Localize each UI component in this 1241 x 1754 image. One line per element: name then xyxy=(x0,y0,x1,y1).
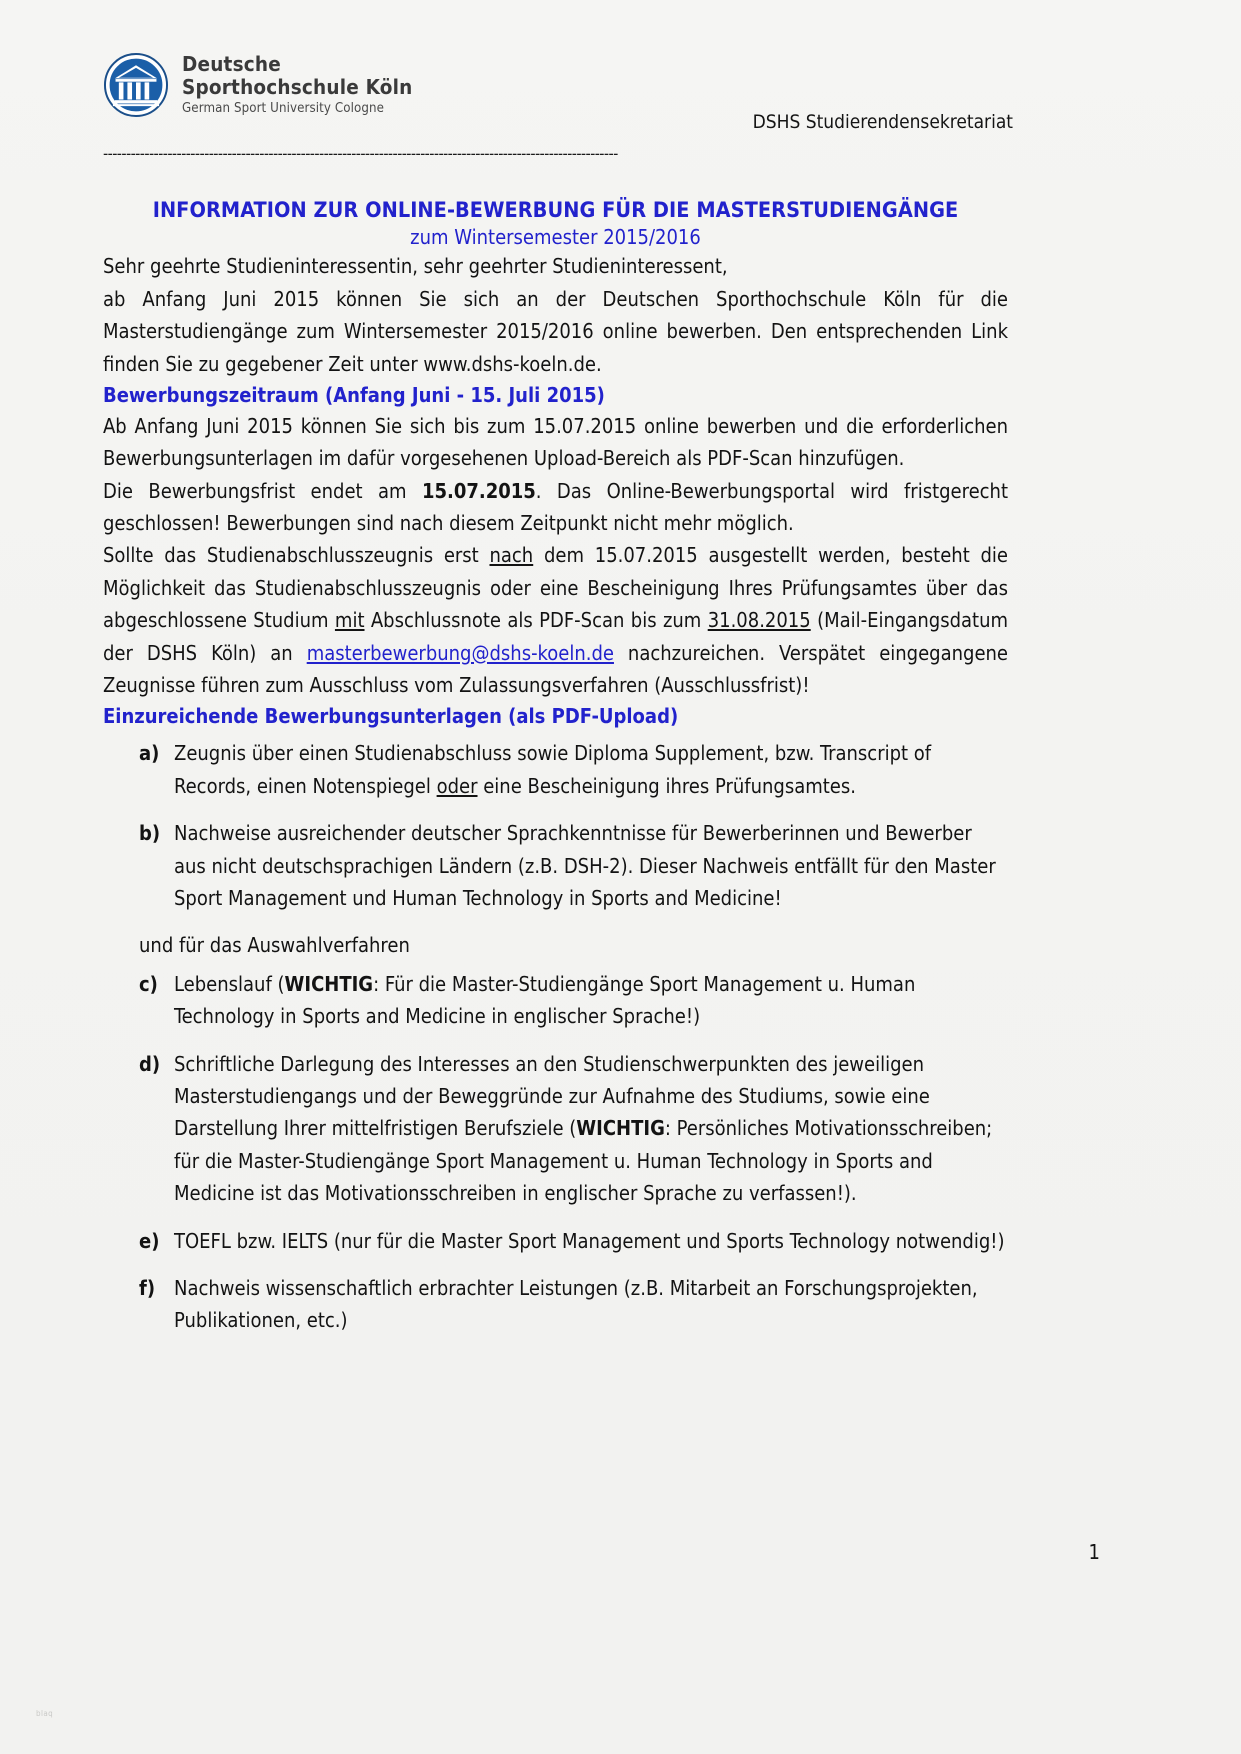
item-d-important: WICHTIG xyxy=(576,1116,665,1141)
logo-wordmark xyxy=(182,54,412,115)
department-label: DSHS Studierendensekretariat xyxy=(752,111,1013,133)
list-item xyxy=(103,737,1008,802)
p3-seg-4: (Mail-Eingangsdatum der DSHS Köln) an xyxy=(103,608,1009,665)
header-divider: ---------------------------------------------------------------------------------------------------------------- xyxy=(103,144,618,163)
p3-seg-2: dem 15.07.2015 ausgestellt werden, besteht die Möglichkeit das Studienabschlusszeugnis oder eine Bescheinigung Ihres Prüfungsamtes über das abgeschlossene Studium xyxy=(103,543,1009,633)
list-marker: e) xyxy=(139,1228,160,1253)
selection-process-note: und für das Auswahlverfahren xyxy=(139,933,410,958)
underlined-mit: mit xyxy=(334,608,365,633)
university-logo xyxy=(103,52,412,118)
p2-text-after: . Das Online-Bewerbungsportal wird fristgerecht geschlossen! Bewerbungen sind nach diesem Zeitpunkt nicht mehr möglich. xyxy=(103,478,1008,536)
page-number: 1 xyxy=(1088,1540,1100,1564)
document-header xyxy=(103,52,1013,163)
intro-paragraph: ab Anfang Juni 2015 können Sie sich an der Deutschen Sporthochschule Köln für die Masterstudiengänge zum Wintersemester 2015/2016 online bewerben. Den entsprechenden Link finden Sie zu gegebener Zeit unter www.dshs-koeln.de. xyxy=(103,286,1008,376)
list-item xyxy=(103,968,1008,1033)
documents-list xyxy=(103,737,1008,914)
period-paragraph-2 xyxy=(103,475,1008,540)
period-paragraph-3 xyxy=(103,539,1008,701)
documents-list-continued xyxy=(103,968,1008,1337)
underlined-date-aug: 31.08.2015 xyxy=(707,608,811,633)
item-a-seg1: Zeugnis über einen Studienabschluss sowie Diploma Supplement, bzw. Transcript of Records, einen Notenspiegel xyxy=(174,741,932,798)
list-item xyxy=(103,1225,1008,1257)
item-c-seg2: : Für die Master-Studiengänge Sport Management u. Human Technology in Sports and Medicine in englischer Sprache!) xyxy=(174,971,916,1029)
logo-line-2: Sporthochschule Köln xyxy=(182,74,413,99)
list-marker: c) xyxy=(139,971,158,996)
list-item xyxy=(103,817,1008,914)
p3-seg-3: Abschlussnote als PDF-Scan bis zum xyxy=(364,608,708,633)
email-link[interactable]: masterbewerbung@dshs-koeln.de xyxy=(306,640,614,665)
p3-seg-5: nachzureichen. Verspätet eingegangene Zeugnisse führen zum Ausschluss vom Zulassungsverfahren (Ausschlussfrist)! xyxy=(103,640,1009,698)
period-paragraph-1: Ab Anfang Juni 2015 können Sie sich bis zum 15.07.2015 online bewerben und die erforderlichen Bewerbungsunterlagen im dafür vorgesehenen Upload-Bereich als PDF-Scan hinzufügen. xyxy=(103,413,1008,471)
item-c-seg1: Lebenslauf ( xyxy=(174,971,285,996)
item-c-important: WICHTIG xyxy=(284,971,374,996)
logo-line-1: Deutsche xyxy=(182,52,281,77)
deadline-date-bold: 15.07.2015 xyxy=(421,478,536,503)
list-marker: b) xyxy=(139,821,161,846)
item-a-seg2: eine Bescheinigung ihres Prüfungsamtes. xyxy=(477,773,856,798)
dshs-temple-logo-icon xyxy=(103,52,169,118)
list-marker: d) xyxy=(139,1051,161,1076)
title-block xyxy=(103,198,1008,250)
item-e-text: TOEFL bzw. IELTS (nur für die Master Sport Management und Sports Technology notwendig!) xyxy=(174,1228,1005,1253)
item-d-seg2: : Persönliches Motivationsschreiben; für die Master-Studiengänge Sport Management u. Human Technology in Sports and Medicine ist das Motivationsschreiben in englischer Sprache zu verfassen!). xyxy=(174,1116,993,1206)
section-heading-period: Bewerbungszeitraum (Anfang Juni - 15. Juli 2015) xyxy=(103,382,605,407)
list-item xyxy=(103,1272,1008,1337)
item-d-seg1: Schriftliche Darlegung des Interesses an den Studienschwerpunkten des jeweiligen Masterstudiengangs und der Beweggründe zur Aufnahme des Studiums, sowie eine Darstellung Ihrer mittelfristigen Berufsziele ( xyxy=(174,1051,930,1141)
item-f-text: Nachweis wissenschaftlich erbrachter Leistungen (z.B. Mitarbeit an Forschungsprojekten, Publikationen, etc.) xyxy=(174,1275,978,1333)
list-item xyxy=(103,1048,1008,1210)
document-subtitle: zum Wintersemester 2015/2016 xyxy=(410,225,701,250)
underlined-oder: oder xyxy=(436,773,478,798)
p3-seg-1: Sollte das Studienabschlusszeugnis erst xyxy=(103,543,490,568)
document-title: INFORMATION ZUR ONLINE-BEWERBUNG FÜR DIE MASTERSTUDIENGÄNGE xyxy=(152,198,959,223)
corner-watermark: blaq xyxy=(36,1709,54,1718)
salutation: Sehr geehrte Studieninteressentin, sehr geehrter Studieninteressent, xyxy=(103,254,728,279)
p2-text-before: Die Bewerbungsfrist endet am xyxy=(103,478,422,503)
section-heading-documents: Einzureichende Bewerbungsunterlagen (als PDF-Upload) xyxy=(103,704,679,729)
list-marker: a) xyxy=(139,741,160,766)
page-content xyxy=(103,0,1013,1337)
logo-line-3: German Sport University Cologne xyxy=(182,101,385,117)
item-b-text: Nachweise ausreichender deutscher Sprachkenntnisse für Bewerberinnen und Bewerber aus nicht deutschsprachigen Ländern (z.B. DSH-2). Dieser Nachweis entfällt für den Master Sport Management und Human Technology in Sports and Medicine! xyxy=(174,821,996,910)
list-marker: f) xyxy=(139,1275,156,1300)
underlined-nach: nach xyxy=(489,543,534,568)
